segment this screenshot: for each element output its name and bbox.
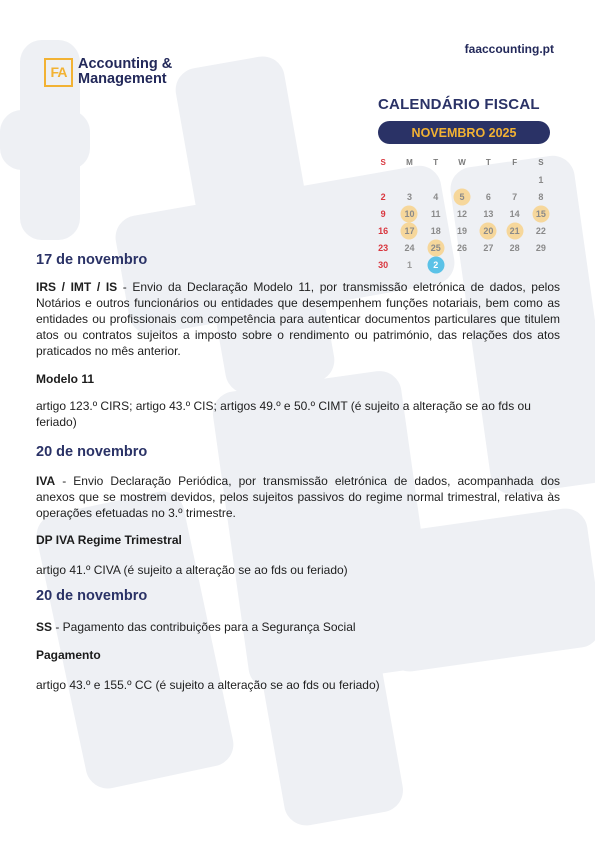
form-name: Modelo 11	[36, 372, 95, 386]
calendar-day[interactable]	[423, 222, 449, 239]
calendar-day-number: 23	[378, 242, 389, 253]
tax-type-label: SS	[36, 620, 53, 634]
calendar-empty-cell	[370, 171, 396, 188]
calendar-day-number: 4	[433, 191, 439, 202]
calendar-day-number: 3	[406, 191, 412, 202]
calendar-day[interactable]	[396, 256, 422, 273]
calendar-day[interactable]	[501, 188, 527, 205]
website-link[interactable]: faaccounting.pt	[464, 42, 554, 56]
calendar-day-number: 7	[512, 191, 518, 202]
weekday-header: T	[433, 158, 439, 167]
weekday-header: T	[485, 158, 491, 167]
calendar-day-number: 2	[433, 259, 439, 270]
calendar-day[interactable]	[501, 239, 527, 256]
weekday-header: S	[538, 158, 544, 167]
weekday-header: M	[406, 158, 413, 167]
fa-logo-icon: FA	[44, 58, 73, 87]
calendar-day-number: 5	[459, 191, 465, 202]
calendar-day-number: 29	[535, 242, 546, 253]
calendar-day[interactable]	[501, 222, 527, 239]
calendar-day-number: 1	[406, 259, 412, 270]
description-text: - Envio da Declaração Modelo 11, por transmissão eletrónica de dados, pelos Notários e outros funcionários ou entidades que desempenhem funções notariais, bem como as entidades ou profissionais com competência para autenticar documentos particulares que titulem atos ou contratos sujeitos a imposto sobre o rendimento ou património, das relações dos atos praticados no mês anterior.	[36, 280, 560, 358]
calendar-day[interactable]	[528, 239, 554, 256]
section-description	[36, 619, 560, 635]
section-date: 17 de novembro	[36, 252, 148, 268]
calendar-day[interactable]	[370, 188, 396, 205]
weekday-header: S	[380, 158, 386, 167]
legal-reference: artigo 41.º CIVA (é sujeito a alteração se ao fds ou feriado)	[36, 563, 348, 577]
brand-name-line1: Accounting &	[78, 56, 173, 72]
calendar-day[interactable]	[528, 205, 554, 222]
calendar-day-number: 11	[430, 208, 441, 219]
calendar-day-number: 20	[483, 225, 494, 236]
calendar-day[interactable]	[396, 222, 422, 239]
calendar-day-number: 12	[457, 208, 468, 219]
calendar-day[interactable]	[423, 188, 449, 205]
calendar-day[interactable]	[370, 239, 396, 256]
calendar-empty-cell	[396, 171, 422, 188]
calendar-day-number: 22	[535, 225, 546, 236]
calendar-day[interactable]	[475, 222, 501, 239]
calendar-day-number: 30	[378, 259, 389, 270]
brand-name	[78, 57, 172, 87]
calendar-day-number: 25	[430, 242, 441, 253]
calendar-day-number: 13	[483, 208, 494, 219]
tax-type-label: IVA	[36, 474, 56, 488]
calendar-grid	[370, 154, 554, 273]
section-date: 20 de novembro	[36, 444, 148, 460]
calendar-empty-cell	[501, 171, 527, 188]
description-text: - Envio Declaração Periódica, por transmissão eletrónica de dados, acompanhada dos anexos que se mostrem devidos, pelos sujeitos passivos do regime normal trimestral, relativa às operações efetuadas no 3.º trimestre.	[36, 474, 560, 520]
calendar-day[interactable]	[370, 205, 396, 222]
calendar-day-number: 14	[509, 208, 520, 219]
calendar-day[interactable]	[423, 239, 449, 256]
calendar-day[interactable]	[396, 239, 422, 256]
calendar-empty-cell	[423, 171, 449, 188]
calendar-day-number: 19	[457, 225, 468, 236]
calendar-empty-cell	[501, 256, 527, 273]
calendar-empty-cell	[449, 171, 475, 188]
calendar-day[interactable]	[475, 205, 501, 222]
form-name: Pagamento	[36, 648, 101, 662]
calendar-day[interactable]	[528, 222, 554, 239]
calendar-day-number: 10	[404, 208, 415, 219]
calendar-day-number: 16	[378, 225, 389, 236]
section-description	[36, 473, 560, 521]
weekday-header: F	[512, 158, 518, 167]
description-text: - Pagamento das contribuições para a Segurança Social	[52, 620, 356, 634]
calendar-empty-cell	[528, 256, 554, 273]
calendar-title: CALENDÁRIO FISCAL	[378, 96, 540, 113]
weekday-header: W	[458, 158, 466, 167]
calendar-day[interactable]	[475, 188, 501, 205]
calendar-day-number: 2	[380, 191, 386, 202]
calendar-day[interactable]	[423, 256, 449, 273]
legal-reference: artigo 43.º e 155.º CC (é sujeito a alteração se ao fds ou feriado)	[36, 678, 380, 692]
calendar-day[interactable]	[449, 205, 475, 222]
calendar-day[interactable]	[475, 239, 501, 256]
form-name: DP IVA Regime Trimestral	[36, 533, 182, 547]
calendar-day[interactable]	[528, 188, 554, 205]
calendar-day-number: 26	[457, 242, 468, 253]
calendar-day[interactable]	[396, 188, 422, 205]
tax-type-label: IRS / IMT / IS	[36, 280, 118, 294]
calendar-empty-cell	[475, 256, 501, 273]
calendar-day-number: 1	[538, 174, 544, 185]
section-description	[36, 279, 560, 359]
legal-reference: artigo 123.º CIRS; artigo 43.º CIS; artigos 49.º e 50.º CIMT (é sujeito a alteração se ao fds ou feriado)	[36, 399, 531, 429]
calendar-empty-cell	[475, 171, 501, 188]
section-date: 20 de novembro	[36, 588, 148, 604]
calendar-day[interactable]	[423, 205, 449, 222]
calendar-day-number: 8	[538, 191, 544, 202]
brand-name-line2: Management	[78, 71, 167, 87]
calendar-day[interactable]	[370, 222, 396, 239]
calendar-day-number: 6	[485, 191, 491, 202]
calendar-month-badge: NOVEMBRO 2025	[378, 121, 550, 144]
calendar-day[interactable]	[449, 222, 475, 239]
calendar-day-number: 28	[509, 242, 520, 253]
brand-logo[interactable]	[44, 57, 172, 87]
calendar-day-number: 27	[483, 242, 494, 253]
calendar-day[interactable]	[528, 171, 554, 188]
calendar-day-number: 21	[509, 225, 520, 236]
calendar-day-number: 24	[404, 242, 415, 253]
calendar-day[interactable]	[370, 256, 396, 273]
calendar-day[interactable]	[449, 188, 475, 205]
calendar-day[interactable]	[396, 205, 422, 222]
calendar-day-number: 15	[535, 208, 546, 219]
calendar-day[interactable]	[449, 239, 475, 256]
calendar-day-number: 18	[430, 225, 441, 236]
calendar-day-number: 9	[380, 208, 386, 219]
calendar-day-number: 17	[404, 225, 415, 236]
calendar-empty-cell	[449, 256, 475, 273]
calendar-day[interactable]	[501, 205, 527, 222]
